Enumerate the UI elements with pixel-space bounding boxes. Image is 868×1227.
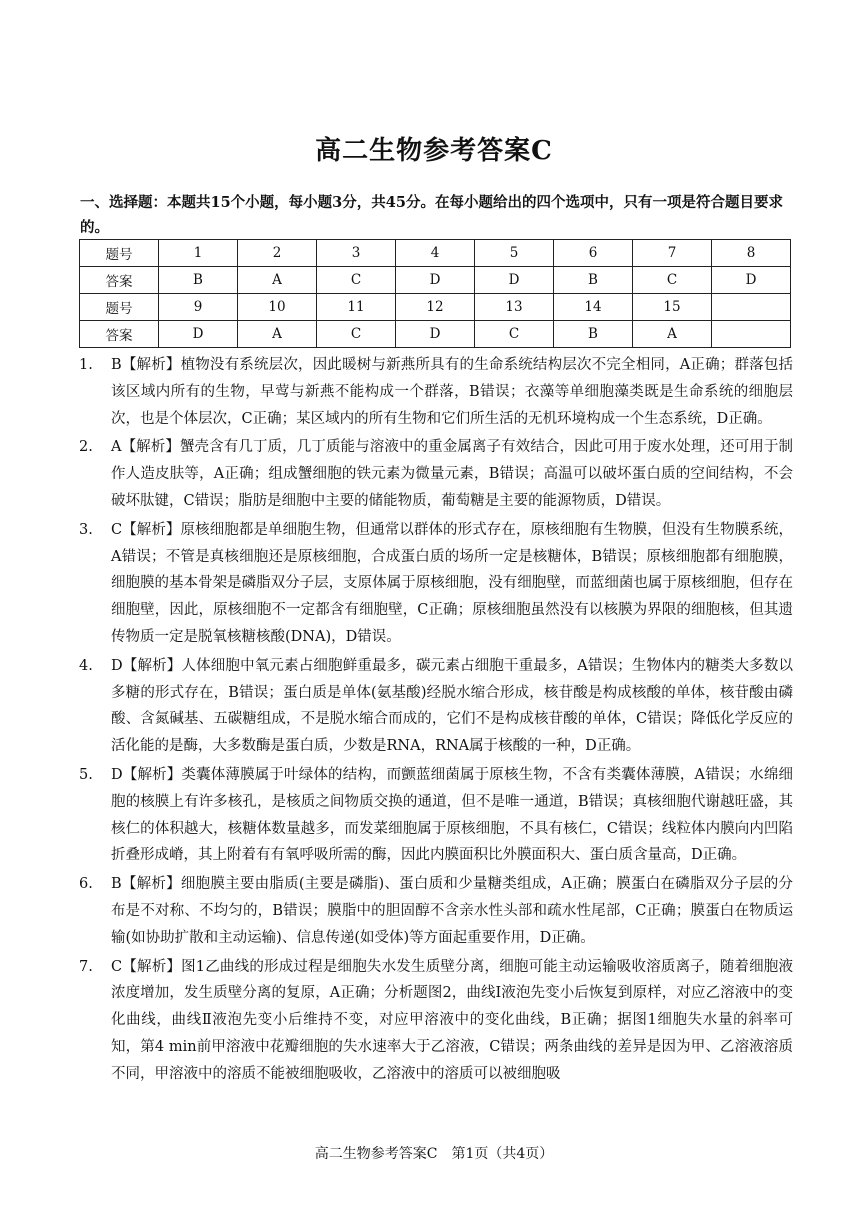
table-row-question-numbers (80, 294, 791, 321)
table-cell: C (475, 321, 554, 348)
table-header-cell: 答案 (80, 267, 159, 294)
list-item (79, 871, 793, 951)
table-cell: 1 (159, 240, 238, 267)
table-row-answers (80, 321, 791, 348)
table-cell: 11 (317, 294, 396, 321)
table-cell: 14 (554, 294, 633, 321)
table-cell: D (396, 321, 475, 348)
table-cell: A (238, 321, 317, 348)
table-cell: 9 (159, 294, 238, 321)
table-cell (712, 294, 791, 321)
table-header-cell: 题号 (80, 240, 159, 267)
list-item (79, 434, 793, 514)
item-number: 6. (79, 876, 93, 893)
table-cell: C (633, 267, 712, 294)
answer-table (79, 239, 791, 348)
table-cell: A (238, 267, 317, 294)
explanation-list (79, 352, 793, 1090)
list-item (79, 762, 793, 869)
item-text: C【解析】图1乙曲线的形成过程是细胞失水发生质壁分离，细胞可能主动运输吸收溶质离子，随着细胞液浓度增加，发生质壁分离的复原，A正确；分析题图2，曲线Ⅰ液泡先变小后恢复到原样，对应乙溶液中的变化曲线，曲线Ⅱ液泡先变小后维持不变，对应甲溶液中的变化曲线，B正确；据图1细胞失水量的斜率可知，第4 min前甲溶液中花瓣细胞的失水速率大于乙溶液，C错误；两条曲线的差异是因为甲、乙溶液溶质不同，甲溶液中的溶质不能被细胞吸收，乙溶液中的溶质可以被细胞吸 (111, 958, 793, 1082)
table-cell: B (554, 321, 633, 348)
table-header-cell: 答案 (80, 321, 159, 348)
table-cell: B (554, 267, 633, 294)
item-number: 2. (79, 439, 93, 456)
table-cell: 6 (554, 240, 633, 267)
section-heading: 一、选择题：本题共15个小题，每小题3分，共45分。在每小题给出的四个选项中，只有一项是符合题目要求的。 (80, 194, 783, 236)
table-cell: D (712, 267, 791, 294)
table-cell (712, 321, 791, 348)
table-cell: 3 (317, 240, 396, 267)
item-number: 4. (79, 657, 93, 674)
list-item (79, 653, 793, 760)
item-text: D【解析】类囊体薄膜属于叶绿体的结构，而颤蓝细菌属于原核生物，不含有类囊体薄膜，A错误；水绵细胞的核膜上有许多核孔，是核质之间物质交换的通道，但不是唯一通道，B错误；真核细胞代谢越旺盛，其核仁的体积越大，核糖体数量越多，而发菜细胞属于原核细胞，不具有核仁，C错误；线粒体内膜向内凹陷折叠形成嵴，其上附着有有氧呼吸所需的酶，因此内膜面积比外膜面积大、蛋白质含量高，D正确。 (111, 766, 793, 864)
table-cell: D (396, 267, 475, 294)
item-number: 5. (79, 766, 93, 783)
page-title: 高二生物参考答案C (315, 136, 553, 166)
list-item (79, 517, 793, 651)
table-cell: 12 (396, 294, 475, 321)
table-cell: C (317, 267, 396, 294)
table-cell: C (317, 321, 396, 348)
table-cell: 2 (238, 240, 317, 267)
page-footer: 高二生物参考答案C 第1页（共4页） (314, 1146, 554, 1162)
item-text: C【解析】原核细胞都是单细胞生物，但通常以群体的形式存在，原核细胞有生物膜，但没有生物膜系统，A错误；不管是真核细胞还是原核细胞，合成蛋白质的场所一定是核糖体，B错误；原核细胞都有细胞膜，细胞膜的基本骨架是磷脂双分子层，支原体属于原核细胞，没有细胞壁，而蓝细菌也属于原核细胞，但存在细胞壁，因此，原核细胞不一定都含有细胞壁，C正确；原核细胞虽然没有以核膜为界限的细胞核，但其遗传物质一定是脱氧核糖核酸(DNA)，D错误。 (111, 521, 793, 645)
item-text: A【解析】蟹壳含有几丁质，几丁质能与溶液中的重金属离子有效结合，因此可用于废水处理，还可用于制作人造皮肤等，A正确；组成蟹细胞的铁元素为微量元素，B错误；高温可以破坏蛋白质的空间结构，不会破坏肽键，C错误；脂肪是细胞中主要的储能物质，葡萄糖是主要的能源物质，D错误。 (111, 439, 793, 509)
table-cell: D (159, 321, 238, 348)
item-text: B【解析】植物没有系统层次，因此暖树与新燕所具有的生命系统结构层次不完全相同，A正确；群落包括该区域内所有的生物，早莺与新燕不能构成一个群落，B错误；衣藻等单细胞藻类既是生命系统的细胞层次，也是个体层次，C正确；某区域内的所有生物和它们所生活的无机环境构成一个生态系统，D正确。 (111, 357, 793, 427)
table-row-question-numbers (80, 240, 791, 267)
table-cell: 13 (475, 294, 554, 321)
table-cell: B (159, 267, 238, 294)
list-item (79, 352, 793, 432)
table-cell: 15 (633, 294, 712, 321)
item-text: D【解析】人体细胞中氧元素占细胞鲜重最多，碳元素占细胞干重最多，A错误；生物体内的糖类大多数以多糖的形式存在，B错误；蛋白质是单体(氨基酸)经脱水缩合形成，核苷酸是构成核酸的单体，核苷酸由磷酸、含氮碱基、五碳糖组成，不是脱水缩合而成的，它们不是构成核苷酸的单体，C错误；降低化学反应的活化能的是酶，大多数酶是蛋白质，少数是RNA，RNA属于核酸的一种，D正确。 (111, 657, 793, 755)
table-cell: D (475, 267, 554, 294)
item-text: B【解析】细胞膜主要由脂质(主要是磷脂)、蛋白质和少量糖类组成，A正确；膜蛋白在磷脂双分子层的分布是不对称、不均匀的，B错误；膜脂中的胆固醇不含亲水性头部和疏水性尾部，C正确；膜蛋白在物质运输(如协助扩散和主动运输)、信息传递(如受体)等方面起重要作用，D正确。 (111, 876, 793, 946)
table-cell: 5 (475, 240, 554, 267)
table-header-cell: 题号 (80, 294, 159, 321)
list-item (79, 954, 793, 1088)
table-cell: 7 (633, 240, 712, 267)
item-number: 1. (79, 357, 93, 373)
table-cell: 8 (712, 240, 791, 267)
table-cell: 10 (238, 294, 317, 321)
item-number: 3. (79, 521, 93, 538)
item-number: 7. (79, 958, 93, 975)
table-cell: A (633, 321, 712, 348)
table-cell: 4 (396, 240, 475, 267)
table-row-answers (80, 267, 791, 294)
